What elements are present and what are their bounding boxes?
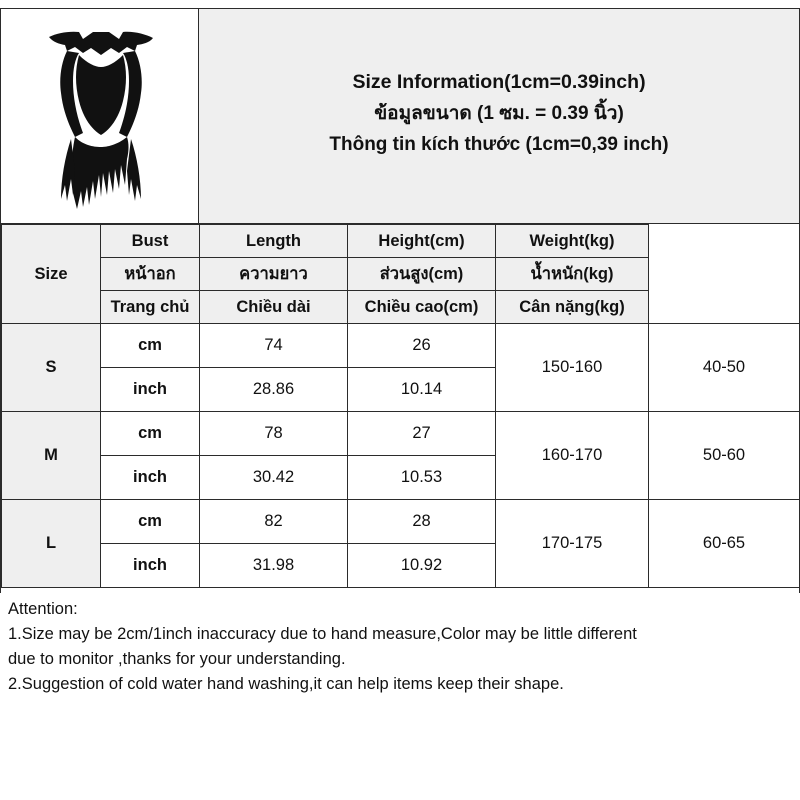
title-english: Size Information(1cm=0.39inch) <box>352 70 646 93</box>
height-m: 160-170 <box>496 412 649 500</box>
row-size-s: S <box>2 324 101 412</box>
attention-heading: Attention: <box>8 600 78 618</box>
chart-header-row <box>1 9 799 224</box>
row-size-m: M <box>2 412 101 500</box>
bust-cm-l: 82 <box>200 500 348 544</box>
row-size-l: L <box>2 500 101 588</box>
size-header: Size <box>2 225 101 324</box>
attention-line-1b: due to monitor ,thanks for your understanding. <box>8 650 346 668</box>
header-weight-vi: Cân nặng(kg) <box>496 291 649 324</box>
attention-line-1a: 1.Size may be 2cm/1inch inaccuracy due to hand measure,Color may be little different <box>8 625 637 643</box>
bust-inch-s: 28.86 <box>200 368 348 412</box>
header-weight-en: Weight(kg) <box>496 225 649 258</box>
length-inch-m: 10.53 <box>348 456 496 500</box>
length-cm-m: 27 <box>348 412 496 456</box>
header-bust-th: หน้าอก <box>101 258 200 291</box>
bust-inch-l: 31.98 <box>200 544 348 588</box>
chart-title-cell <box>199 9 799 223</box>
header-length-vi: Chiều dài <box>200 291 348 324</box>
header-height-th: ส่วนสูง(cm) <box>348 258 496 291</box>
attention-note <box>0 593 800 697</box>
table-row <box>2 412 800 456</box>
title-vietnamese: Thông tin kích thước (1cm=0,39 inch) <box>329 133 669 155</box>
header-bust-en: Bust <box>101 225 200 258</box>
table-row <box>2 500 800 544</box>
header-weight-th: น้ำหนัก(kg) <box>496 258 649 291</box>
attention-line-2: 2.Suggestion of cold water hand washing,it can help items keep their shape. <box>8 675 564 693</box>
unit-cm-l: cm <box>101 500 200 544</box>
title-thai: ข้อมูลขนาด (1 ซม. = 0.39 นิ้ว) <box>374 102 624 124</box>
height-s: 150-160 <box>496 324 649 412</box>
header-length-en: Length <box>200 225 348 258</box>
unit-cm-s: cm <box>101 324 200 368</box>
weight-s: 40-50 <box>649 324 800 412</box>
measurements-table <box>1 224 800 588</box>
product-image-cell <box>1 9 199 223</box>
bust-inch-m: 30.42 <box>200 456 348 500</box>
length-cm-l: 28 <box>348 500 496 544</box>
size-chart <box>0 8 800 593</box>
height-l: 170-175 <box>496 500 649 588</box>
table-header-row-th <box>2 258 800 291</box>
table-row <box>2 324 800 368</box>
length-cm-s: 26 <box>348 324 496 368</box>
header-bust-vi: Trang chủ <box>101 291 200 324</box>
bust-cm-m: 78 <box>200 412 348 456</box>
header-length-th: ความยาว <box>200 258 348 291</box>
unit-inch-m: inch <box>101 456 200 500</box>
length-inch-s: 10.14 <box>348 368 496 412</box>
weight-l: 60-65 <box>649 500 800 588</box>
table-header-row-en <box>2 225 800 258</box>
unit-inch-s: inch <box>101 368 200 412</box>
bodysuit-illustration <box>31 29 171 214</box>
unit-cm-m: cm <box>101 412 200 456</box>
table-header-row-vi <box>2 291 800 324</box>
length-inch-l: 10.92 <box>348 544 496 588</box>
weight-m: 50-60 <box>649 412 800 500</box>
header-height-en: Height(cm) <box>348 225 496 258</box>
unit-inch-l: inch <box>101 544 200 588</box>
bust-cm-s: 74 <box>200 324 348 368</box>
header-height-vi: Chiều cao(cm) <box>348 291 496 324</box>
